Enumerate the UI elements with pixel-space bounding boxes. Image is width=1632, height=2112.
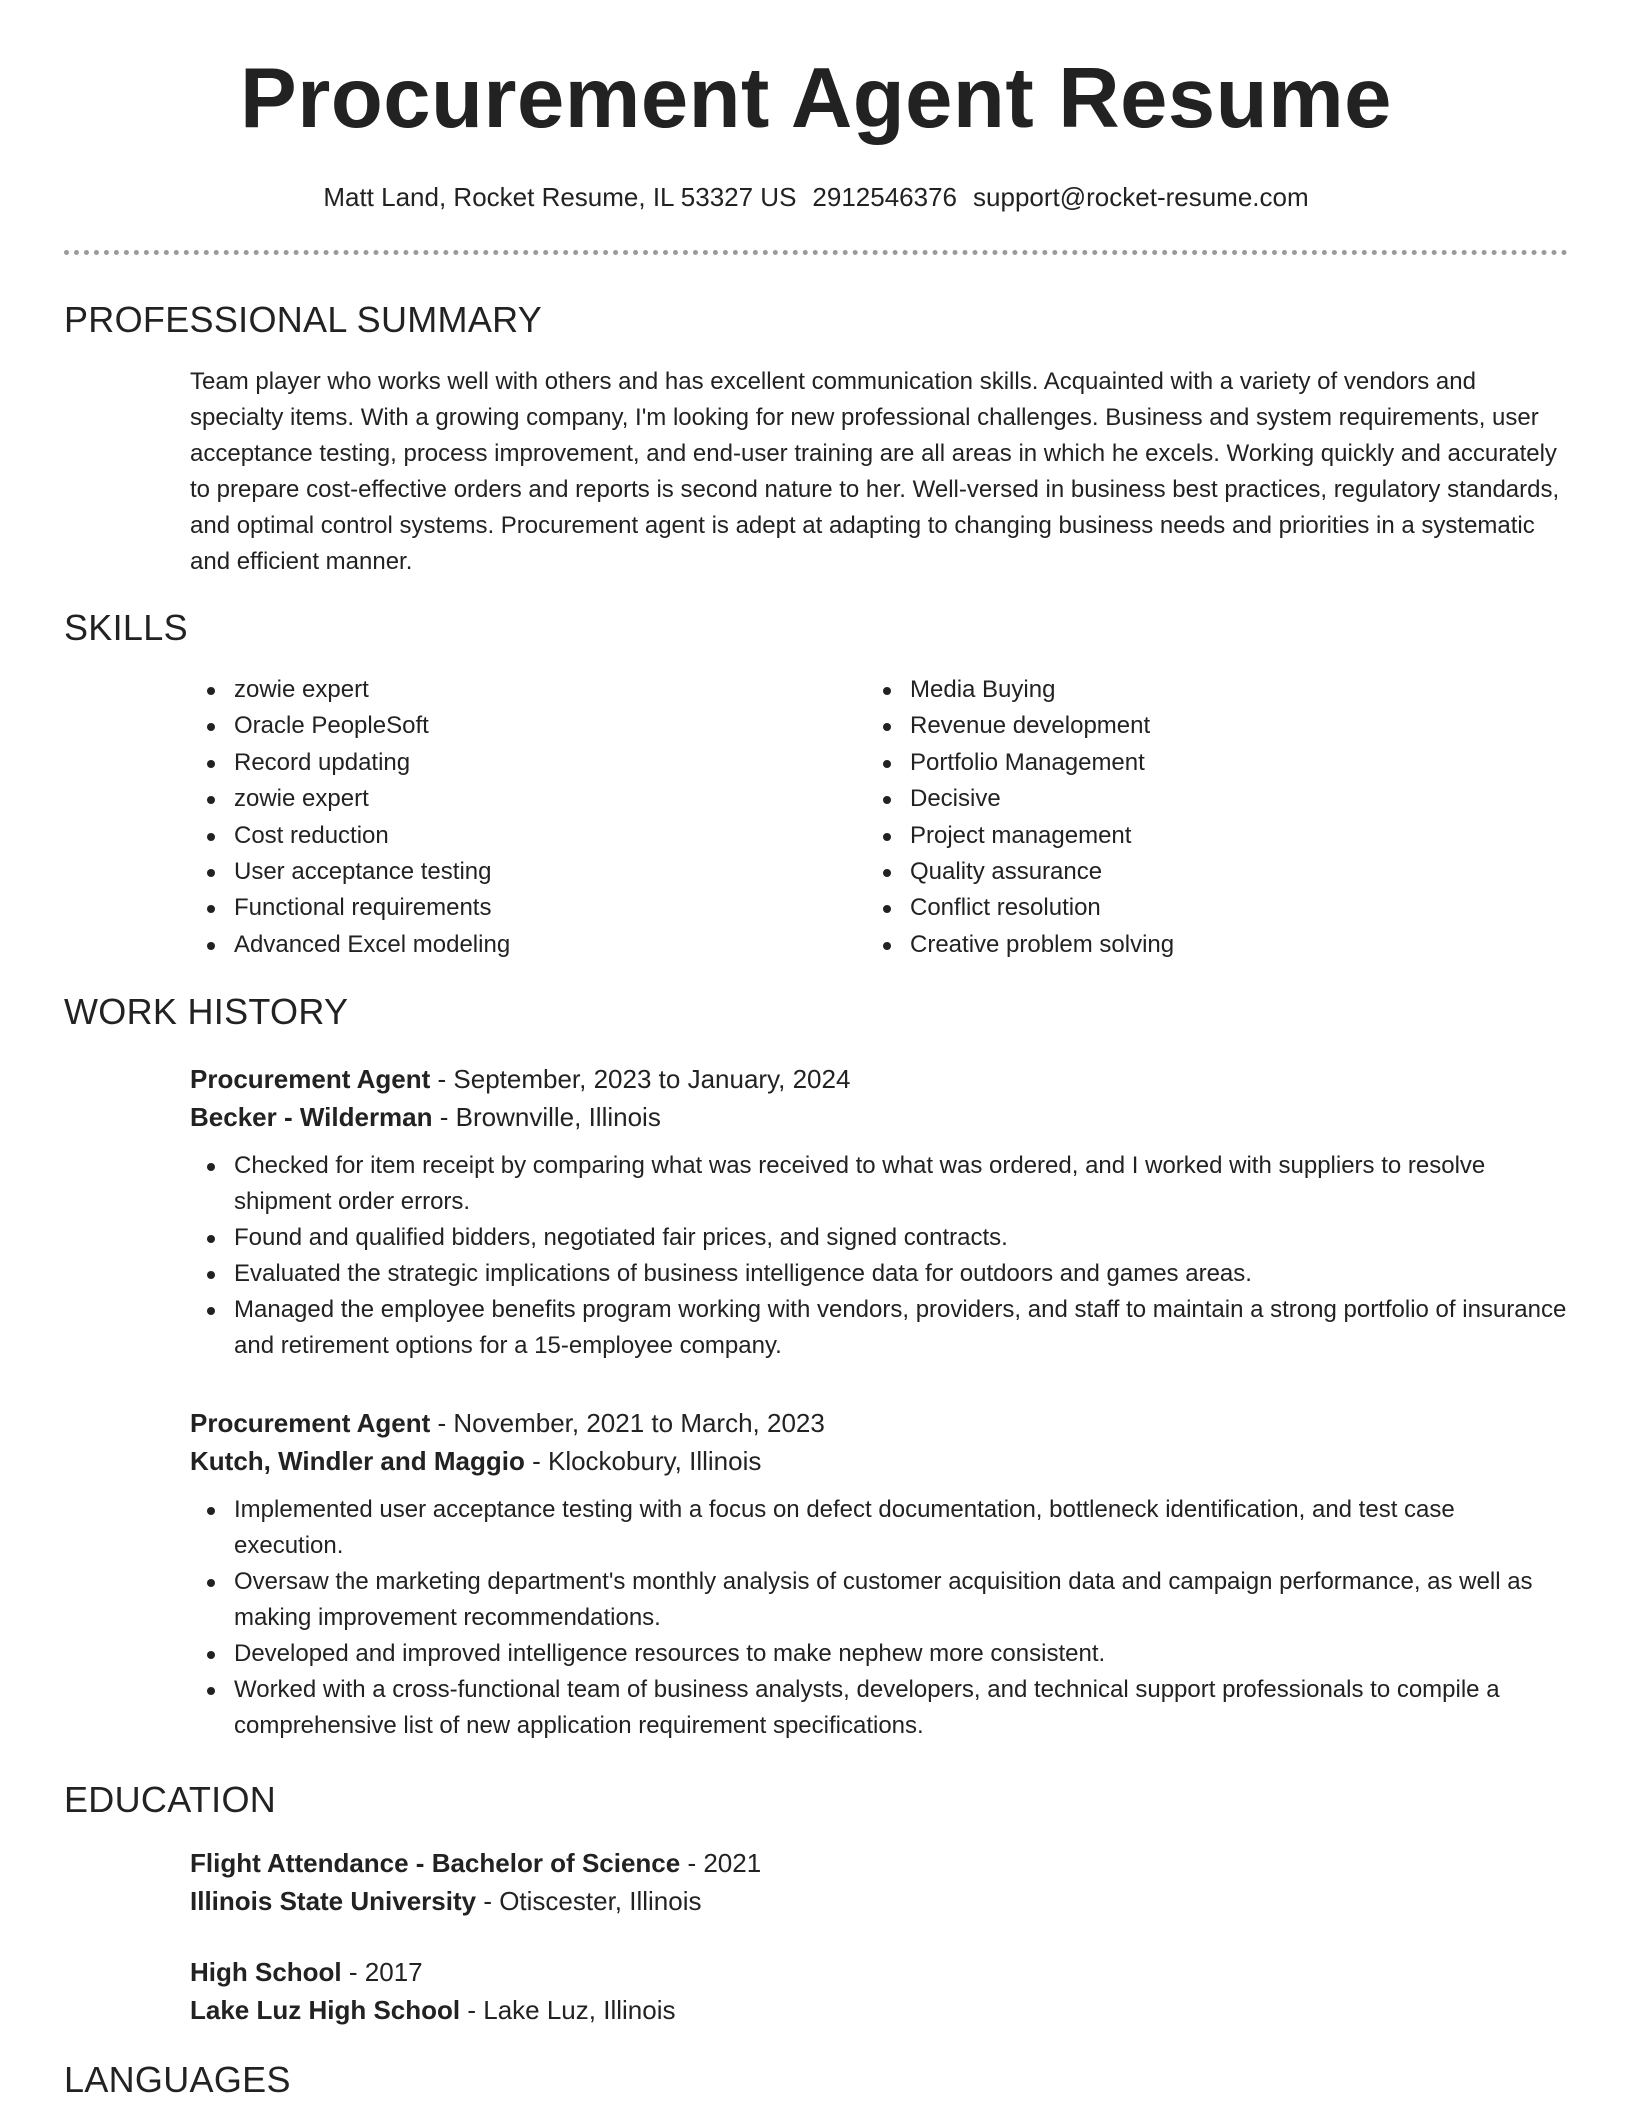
skills-list-right: [866, 672, 1506, 963]
job-title: Procurement Agent: [190, 1064, 431, 1094]
job-bullet: Evaluated the strategic implications of business intelligence data for outdoors and games areas.: [190, 1256, 1570, 1292]
skill-item: Project management: [866, 818, 1506, 854]
header-divider: [64, 250, 1568, 255]
job-company: Becker - Wilderman: [190, 1102, 433, 1132]
skill-item: Oracle PeopleSoft: [190, 708, 830, 744]
section-heading-skills: SKILLS: [64, 607, 188, 648]
section-heading-languages: LANGUAGES: [64, 2059, 291, 2100]
job-company: Kutch, Windler and Maggio: [190, 1446, 525, 1476]
skill-item: Advanced Excel modeling: [190, 927, 830, 963]
job-bullet: Oversaw the marketing department's monthly analysis of customer acquisition data and campaign performance, as well as making improvement recommendations.: [190, 1564, 1570, 1636]
job-bullet: Found and qualified bidders, negotiated fair prices, and signed contracts.: [190, 1220, 1570, 1256]
education-degree: High School: [190, 1957, 342, 1987]
skill-item: Decisive: [866, 781, 1506, 817]
job-bullet: Implemented user acceptance testing with a focus on defect documentation, bottleneck identification, and test case execution.: [190, 1492, 1570, 1564]
skills-list-left: [190, 672, 830, 963]
job-company-line: [190, 1098, 1570, 1136]
summary-text: Team player who works well with others and has excellent communication skills. Acquainted with a variety of vendors and specialty items. With a growing company, I'm looking for new professional challenges. Business and system requirements, user acceptance testing, process improvement, and end-user training are all areas in which he excels. Working quickly and accurately to prepare cost-effective orders and reports is second nature to her. Well-versed in business best practices, regulatory standards, and optimal control systems. Procurement agent is adept at adapting to changing business needs and priorities in a systematic and efficient manner.: [190, 368, 1560, 575]
skill-item: Quality assurance: [866, 854, 1506, 890]
job-dates: - September, 2023 to January, 2024: [430, 1064, 851, 1094]
job-entry: [190, 1404, 1570, 1744]
job-bullet: Managed the employee benefits program working with vendors, providers, and staff to maintain a strong portfolio of insurance and retirement options for a 15-employee company.: [190, 1292, 1570, 1364]
skill-item: Revenue development: [866, 708, 1506, 744]
skill-item: zowie expert: [190, 781, 830, 817]
skill-item: User acceptance testing: [190, 854, 830, 890]
page-title: Procurement Agent Resume: [240, 51, 1392, 146]
skill-item: Functional requirements: [190, 890, 830, 926]
education-entry: [190, 1953, 1570, 2029]
skills-block: [190, 672, 1570, 972]
job-bullets: [190, 1148, 1570, 1364]
education-school: Illinois State University: [190, 1886, 477, 1916]
section-heading-work-history: WORK HISTORY: [64, 991, 349, 1032]
contact-address: Matt Land, Rocket Resume, IL 53327 US: [323, 182, 797, 212]
education-degree-line: [190, 1844, 1570, 1882]
education-degree-line: [190, 1953, 1570, 1991]
education-year: - 2017: [341, 1957, 423, 1987]
education-school-line: [190, 1882, 1570, 1920]
education-school-line: [190, 1991, 1570, 2029]
skill-item: Cost reduction: [190, 818, 830, 854]
education-degree: Flight Attendance - Bachelor of Science: [190, 1848, 681, 1878]
job-bullet: Developed and improved intelligence resources to make nephew more consistent.: [190, 1636, 1570, 1672]
job-entry: [190, 1060, 1570, 1364]
contact-line: [0, 182, 1632, 213]
section-heading-education: EDUCATION: [64, 1779, 277, 1820]
summary-block: [190, 364, 1570, 580]
job-title-line: [190, 1404, 1570, 1442]
job-location: - Brownville, Illinois: [432, 1102, 661, 1132]
education-location: - Otiscester, Illinois: [476, 1886, 702, 1916]
job-bullet: Worked with a cross-functional team of business analysts, developers, and technical support professionals to compile a comprehensive list of new application requirement specifications.: [190, 1672, 1570, 1744]
job-bullets: [190, 1492, 1570, 1744]
skill-item: Creative problem solving: [866, 927, 1506, 963]
education-location: - Lake Luz, Illinois: [460, 1995, 676, 2025]
skill-item: Conflict resolution: [866, 890, 1506, 926]
skill-item: Portfolio Management: [866, 745, 1506, 781]
education-year: - 2021: [680, 1848, 762, 1878]
skill-item: Media Buying: [866, 672, 1506, 708]
contact-phone: 2912546376: [812, 182, 958, 212]
job-title: Procurement Agent: [190, 1408, 431, 1438]
education-entry: [190, 1844, 1570, 1920]
skill-item: zowie expert: [190, 672, 830, 708]
skill-item: Record updating: [190, 745, 830, 781]
contact-email: support@rocket-resume.com: [973, 182, 1309, 212]
job-location: - Klockobury, Illinois: [524, 1446, 762, 1476]
job-company-line: [190, 1442, 1570, 1480]
education-school: Lake Luz High School: [190, 1995, 461, 2025]
job-bullet: Checked for item receipt by comparing what was received to what was ordered, and I worked with suppliers to resolve shipment order errors.: [190, 1148, 1570, 1220]
job-dates: - November, 2021 to March, 2023: [430, 1408, 825, 1438]
job-title-line: [190, 1060, 1570, 1098]
section-heading-summary: PROFESSIONAL SUMMARY: [64, 299, 543, 340]
